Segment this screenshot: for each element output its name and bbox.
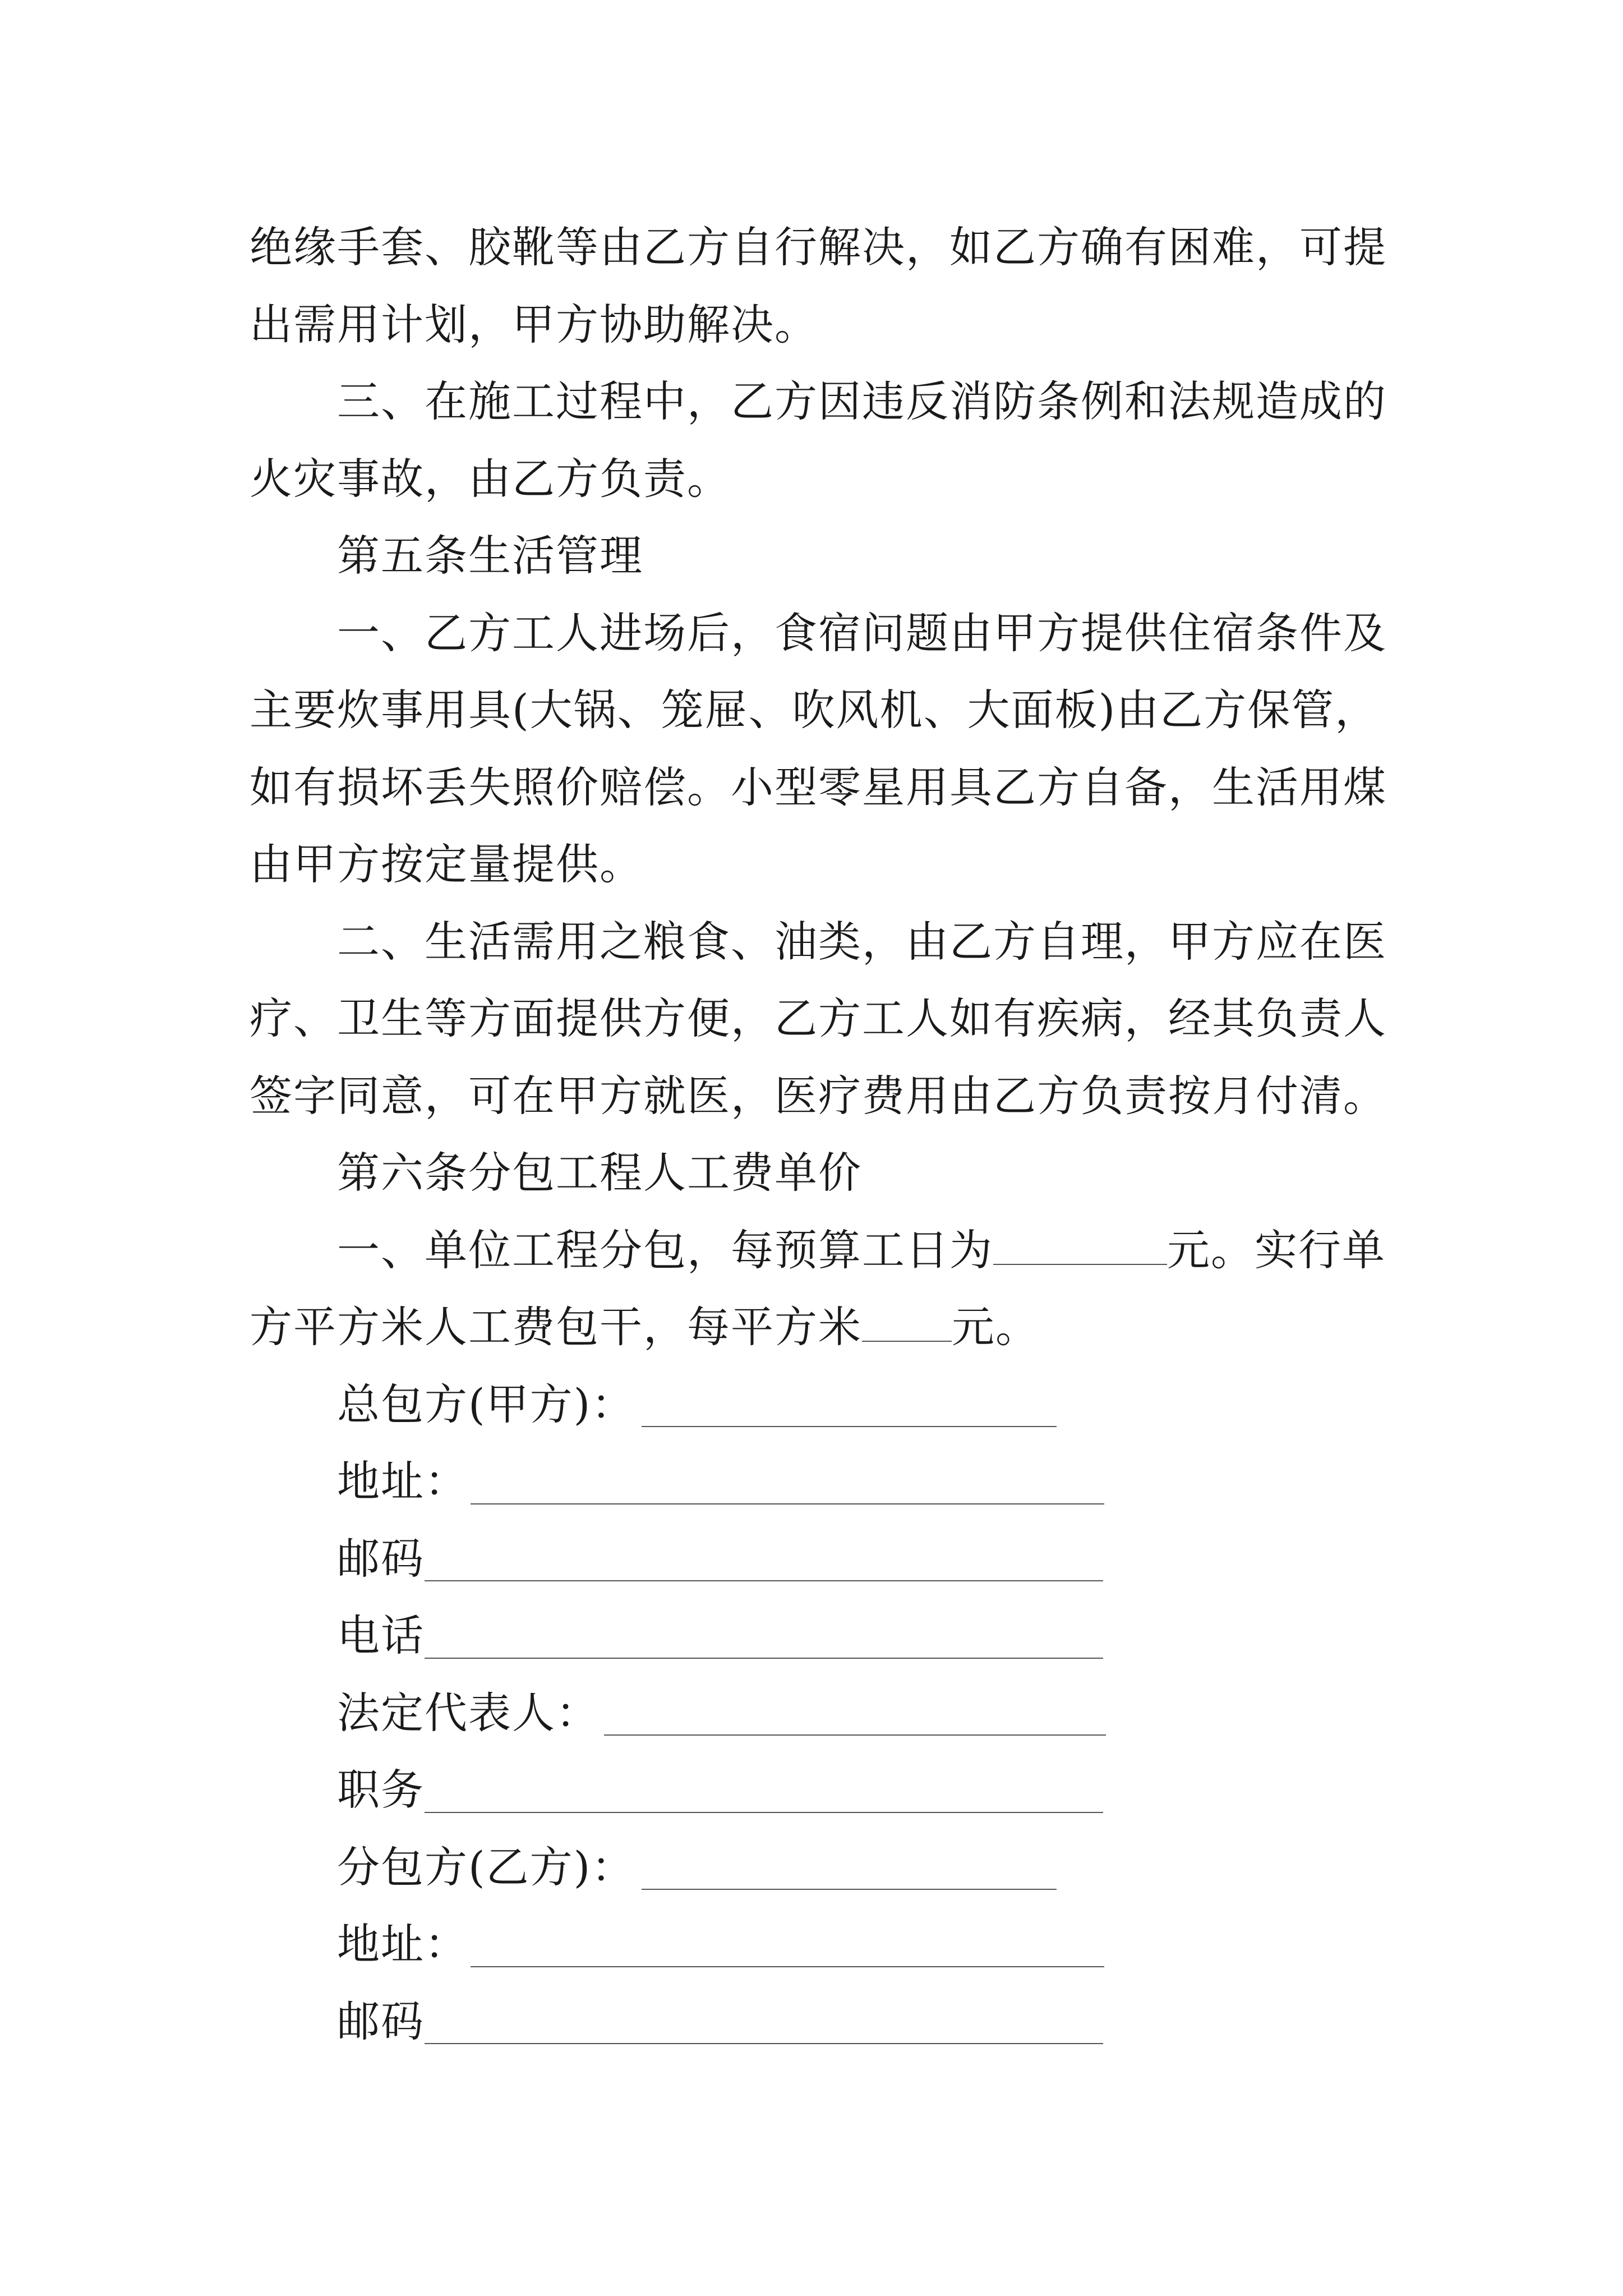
field-label: 法定代表人： — [337, 1687, 600, 1738]
price-blank[interactable] — [862, 1307, 952, 1342]
field-blank[interactable] — [471, 1912, 1104, 1967]
paragraph-line: 一、乙方工人进场后，食宿问题由甲方提供住宿条件及 — [337, 608, 1387, 658]
field-legal-rep — [250, 1674, 1394, 1752]
field-address-2 — [250, 1906, 1394, 1983]
field-blank[interactable] — [471, 1450, 1104, 1504]
price-blank[interactable] — [993, 1230, 1167, 1265]
price-text: 元。实行单 — [1167, 1225, 1386, 1275]
field-postcode-2 — [250, 1983, 1394, 2060]
section-heading: 第六条分包工程人工费单价 — [337, 1148, 862, 1198]
field-subcontractor — [250, 1829, 1394, 1906]
field-label: 邮码 — [337, 1996, 425, 2046]
price-text: 元。 — [952, 1302, 1039, 1352]
paragraph-line: 疗、卫生等方面提供方便，乙方工人如有疾病，经其负责人 — [250, 993, 1387, 1043]
field-address — [250, 1443, 1394, 1520]
field-position — [250, 1751, 1394, 1829]
paragraph-line: 如有损坏丢失照价赔偿。小型零星用具乙方自备，生活用煤 — [250, 762, 1387, 812]
price-text: 方平方米人工费包干，每平方米 — [250, 1302, 862, 1352]
field-label: 地址： — [337, 1919, 468, 1969]
field-label: 电话 — [337, 1611, 425, 1660]
field-contractor — [250, 1366, 1394, 1443]
paragraph-line: 主要炊事用具(大锅、笼屉、吹风机、大面板)由乙方保管， — [250, 685, 1379, 735]
price-line-1 — [250, 1212, 1394, 1289]
field-label: 地址： — [337, 1456, 468, 1506]
section-heading: 第五条生活管理 — [337, 531, 643, 581]
price-line-2 — [250, 1289, 1394, 1366]
field-blank[interactable] — [604, 1681, 1106, 1736]
paragraph-line: 出需用计划，甲方协助解决。 — [250, 299, 818, 349]
field-label: 总包方(甲方)： — [337, 1379, 635, 1429]
field-blank[interactable] — [425, 1604, 1103, 1659]
field-phone — [250, 1597, 1394, 1674]
field-postcode — [250, 1520, 1394, 1598]
paragraph-line: 由甲方按定量提供。 — [250, 839, 643, 889]
field-label: 职务 — [337, 1765, 425, 1815]
field-label: 分包方(乙方)： — [337, 1842, 635, 1892]
field-blank[interactable] — [642, 1372, 1057, 1427]
field-blank[interactable] — [425, 1526, 1103, 1581]
paragraph-line: 火灾事故，由乙方负责。 — [250, 453, 731, 504]
field-blank[interactable] — [642, 1835, 1057, 1890]
document-page — [250, 209, 1394, 2060]
price-text: 一、单位工程分包，每预算工日为 — [337, 1225, 993, 1275]
paragraph-line: 三、在施工过程中，乙方因违反消防条例和法规造成的 — [337, 376, 1387, 426]
paragraph-line: 签字同意，可在甲方就医，医疗费用由乙方负责按月付清。 — [250, 1070, 1387, 1121]
field-blank[interactable] — [425, 1758, 1103, 1813]
field-blank[interactable] — [425, 1989, 1103, 2044]
paragraph-line: 二、生活需用之粮食、油类，由乙方自理，甲方应在医 — [337, 916, 1387, 967]
field-label: 邮码 — [337, 1533, 425, 1584]
paragraph-line: 绝缘手套、胶靴等由乙方自行解决，如乙方确有困难，可提 — [250, 222, 1387, 272]
